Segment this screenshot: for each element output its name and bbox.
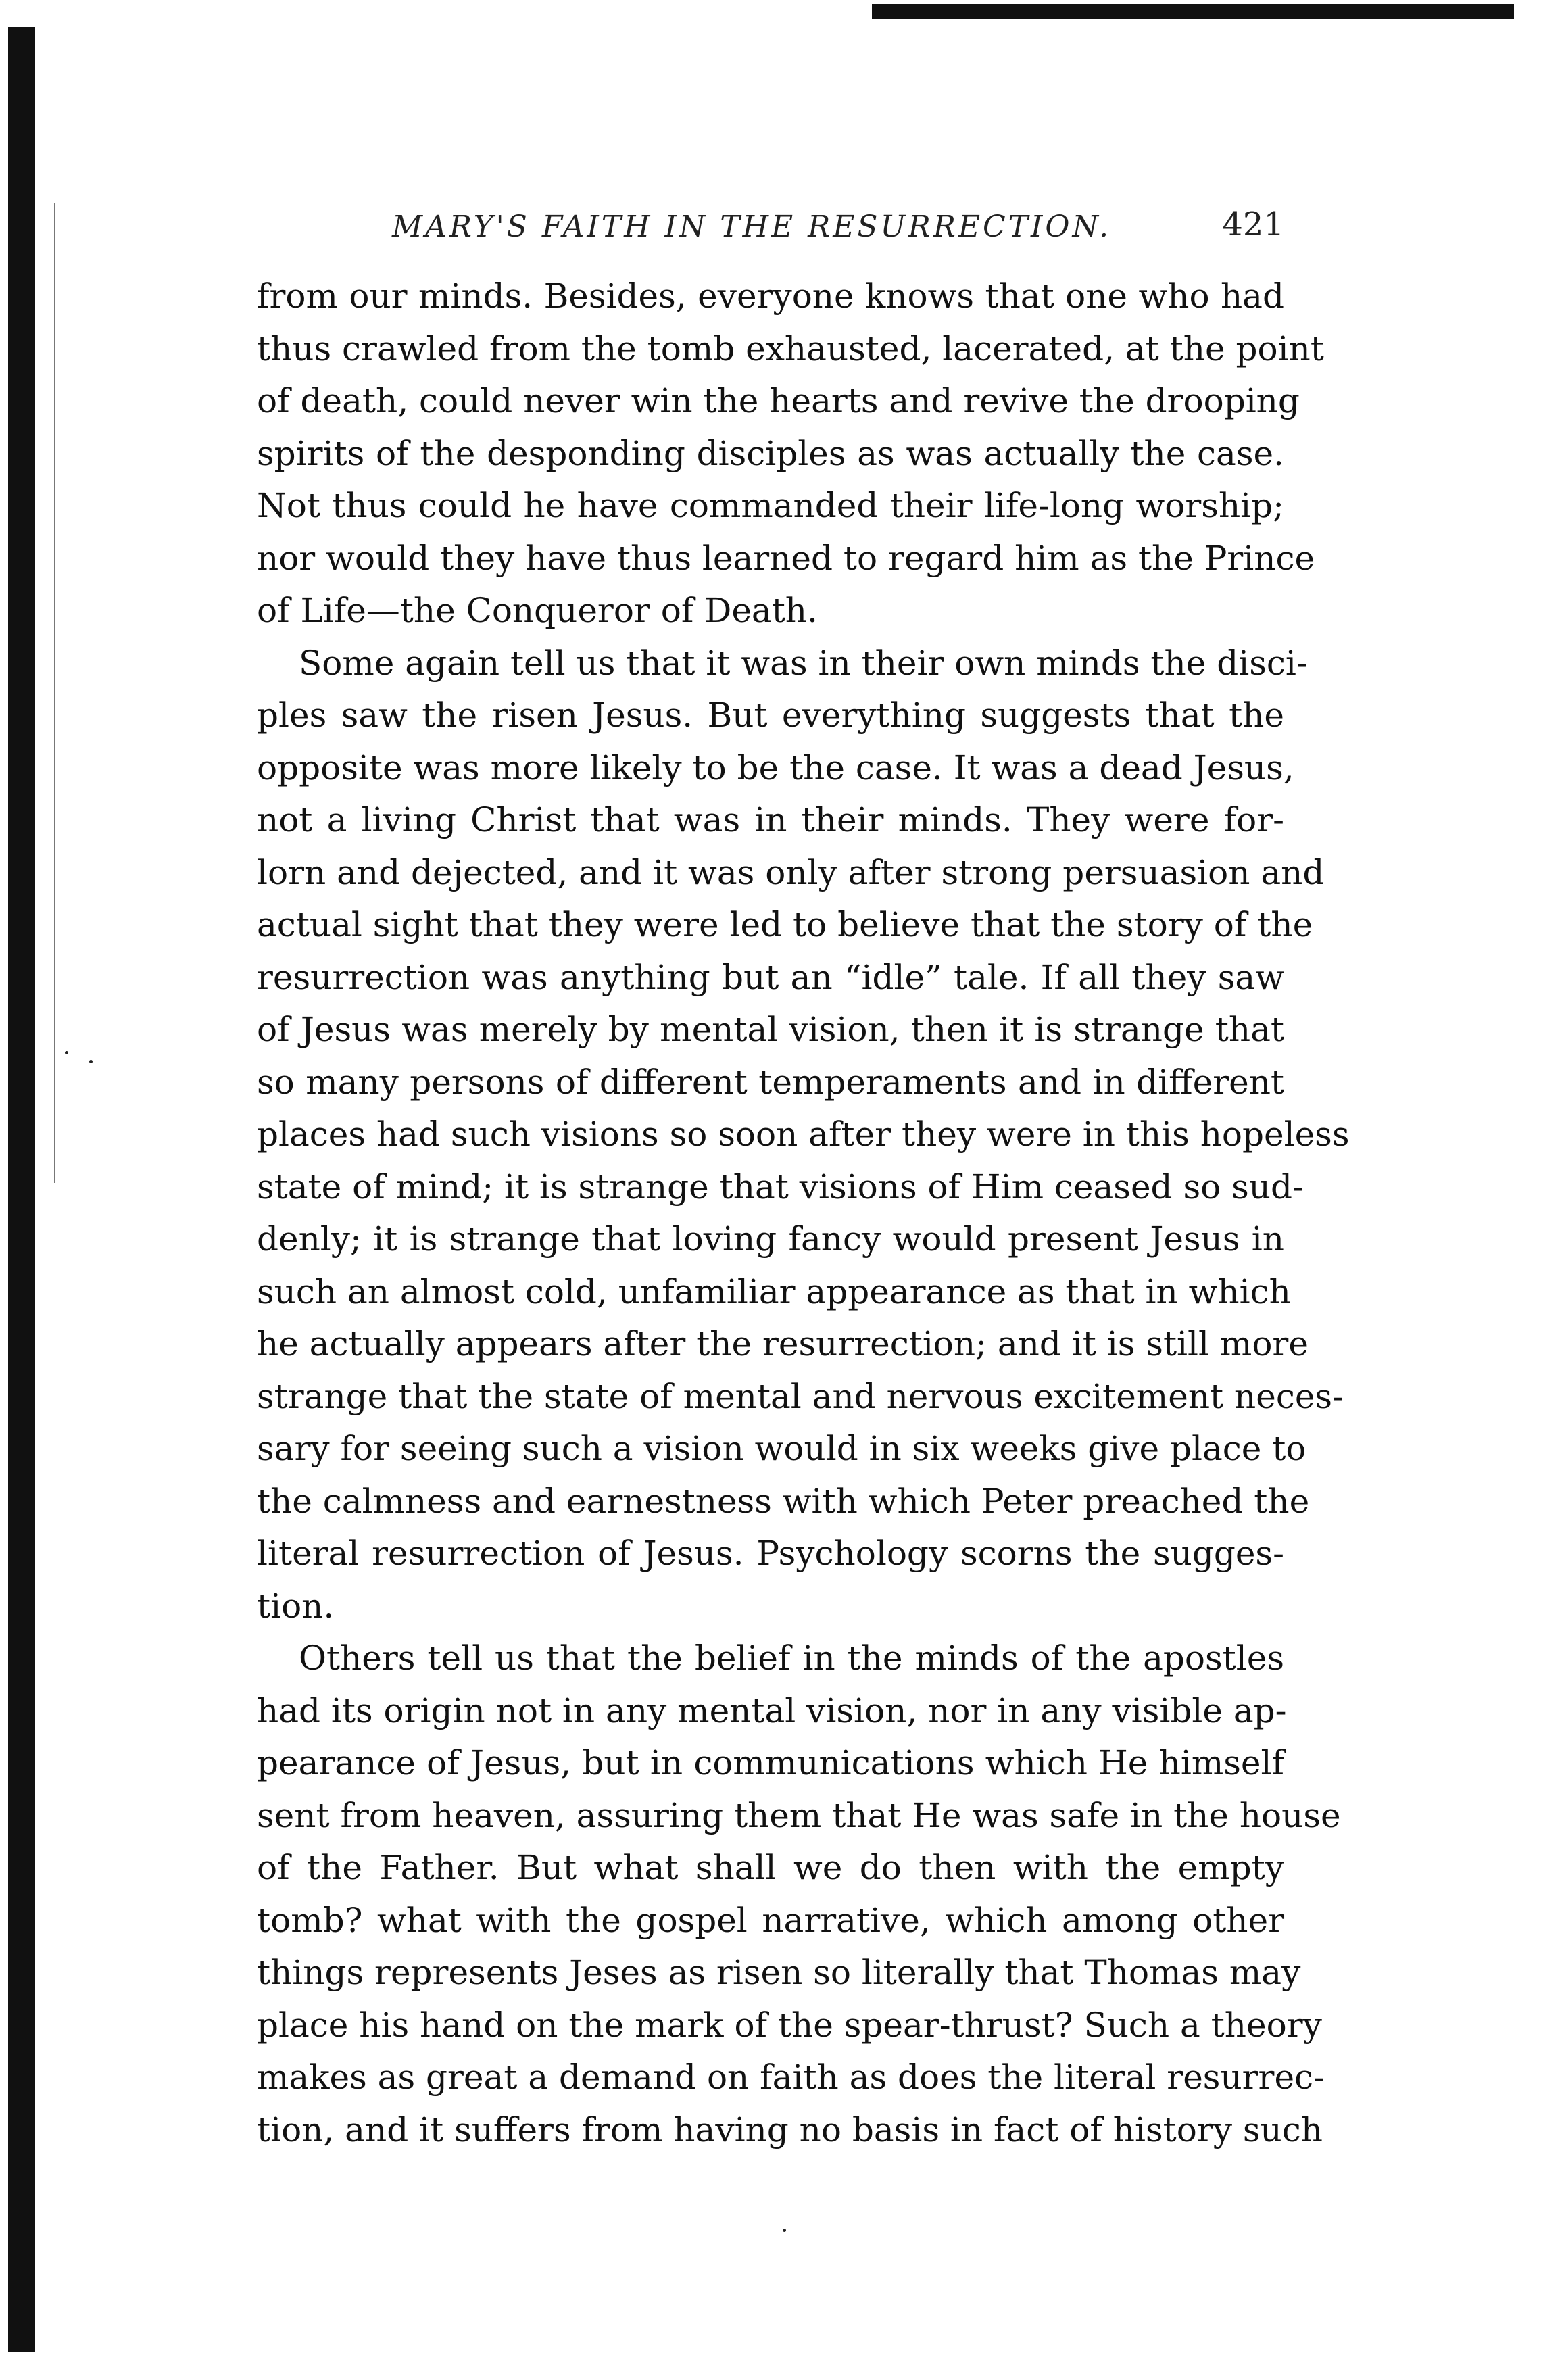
text-line: makes as great a demand on faith as does the literal resurrec- bbox=[257, 2058, 1325, 2097]
text-line: not a living Christ that was in their minds. They were for- bbox=[257, 800, 1284, 840]
scan-speck bbox=[783, 2229, 786, 2232]
paragraph-1 bbox=[257, 270, 1324, 637]
paragraph-3 bbox=[257, 1632, 1341, 2156]
text-line: had its origin not in any mental vision, nor in any visible ap- bbox=[257, 1691, 1287, 1730]
text-line: so many persons of different temperaments and in different bbox=[257, 1062, 1284, 1102]
text-line: pearance of Jesus, but in communications which He himself bbox=[257, 1743, 1284, 1782]
text-line: places had such visions so soon after they were in this hopeless bbox=[257, 1115, 1350, 1154]
text-line: thus crawled from the tomb exhausted, lacerated, at the point bbox=[257, 329, 1324, 368]
scan-left-edge-bar bbox=[8, 27, 35, 2352]
text-line: strange that the state of mental and nervous excitement neces- bbox=[257, 1376, 1344, 1416]
text-line: from our minds. Besides, everyone knows that one who had bbox=[257, 276, 1284, 316]
text-line: of Life—the Conqueror of Death. bbox=[257, 591, 818, 630]
text-line: actual sight that they were led to believe that the story of the bbox=[257, 905, 1313, 944]
text-line: sent from heaven, assuring them that He was safe in the house bbox=[257, 1795, 1341, 1835]
text-line: of death, could never win the hearts and revive the drooping bbox=[257, 381, 1300, 420]
text-line: resurrection was anything but an “idle” tale. If all they saw bbox=[257, 957, 1284, 997]
body-text bbox=[257, 270, 1350, 2156]
text-line: of Jesus was merely by mental vision, then it is strange that bbox=[257, 1010, 1284, 1049]
scan-speck bbox=[89, 1060, 93, 1063]
text-line: such an almost cold, unfamiliar appearance as that in which bbox=[257, 1271, 1291, 1311]
text-line: place his hand on the mark of the spear-thrust? Such a theory bbox=[257, 2005, 1322, 2045]
scan-left-thin-line bbox=[54, 203, 55, 1183]
scan-top-rule bbox=[872, 4, 1514, 19]
scan-speck bbox=[65, 1051, 68, 1054]
text-line: tomb? what with the gospel narrative, which among other bbox=[257, 1900, 1284, 1940]
text-line: spirits of the desponding disciples as was actually the case. bbox=[257, 433, 1284, 473]
text-line: Not thus could he have commanded their life-long worship; bbox=[257, 486, 1284, 525]
text-line: he actually appears after the resurrection; and it is still more bbox=[257, 1324, 1309, 1363]
text-line: Others tell us that the belief in the minds of the apostles bbox=[299, 1638, 1284, 1678]
text-line: ples saw the risen Jesus. But everything suggests that the bbox=[257, 696, 1284, 735]
text-line: state of mind; it is strange that visions of Him ceased so sud- bbox=[257, 1167, 1304, 1207]
text-line: the calmness and earnestness with which Peter preached the bbox=[257, 1481, 1310, 1521]
text-line: lorn and dejected, and it was only after strong persuasion and bbox=[257, 852, 1325, 892]
book-page bbox=[257, 196, 1350, 2156]
running-title: MARY'S FAITH IN THE RESURRECTION. bbox=[392, 210, 1112, 244]
text-line: opposite was more likely to be the case. It was a dead Jesus, bbox=[257, 748, 1294, 787]
text-line: nor would they have thus learned to regard him as the Prince bbox=[257, 538, 1315, 578]
page-number: 421 bbox=[1222, 205, 1284, 243]
text-line: Some again tell us that it was in their own minds the disci- bbox=[299, 643, 1308, 683]
text-line: things represents Jeses as risen so literally that Thomas may bbox=[257, 1953, 1301, 1992]
paragraph-2 bbox=[257, 637, 1350, 1633]
text-line: sary for seeing such a vision would in six weeks give place to bbox=[257, 1429, 1306, 1468]
text-line: literal resurrection of Jesus. Psychology scorns the sugges- bbox=[257, 1534, 1284, 1573]
running-head bbox=[257, 196, 1284, 270]
text-line: tion. bbox=[257, 1586, 335, 1626]
text-line: denly; it is strange that loving fancy would present Jesus in bbox=[257, 1219, 1284, 1259]
text-line: tion, and it suffers from having no basis in fact of history such bbox=[257, 2110, 1323, 2150]
text-line: of the Father. But what shall we do then with the empty bbox=[257, 1848, 1284, 1887]
